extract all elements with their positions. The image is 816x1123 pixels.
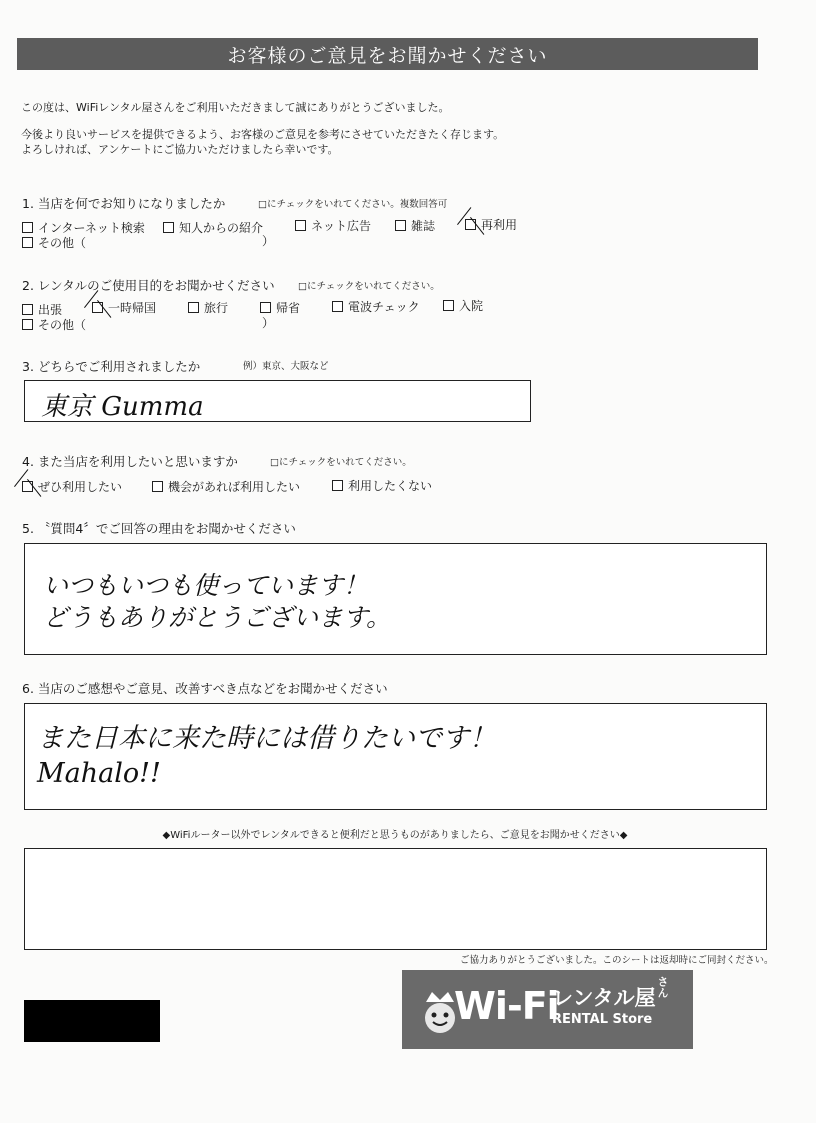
q1-option-internet[interactable]: インターネット検索 [22,219,145,236]
q2-option-travel[interactable]: 旅行 [188,299,228,316]
page-title: お客様のご意見をお聞かせください [227,44,548,67]
checkbox-icon[interactable] [188,302,199,313]
intro-line-2: 今後より良いサービスを提供できるよう、お客様のご意見を参考にさせていただきたく存じます。 [21,128,505,141]
q6-answer-box[interactable] [24,703,767,810]
q1-option-magazine[interactable]: 雑誌 [395,217,435,234]
q5-answer-line-2: どうもありがとうございます。 [43,603,392,632]
q1-option-reuse[interactable]: 再利用 [465,216,517,233]
q2-option-signal-check[interactable]: 電波チェック [332,298,420,315]
footer-thanks: ご協力ありがとうございました。このシートは返却時にご同封ください。 [460,955,774,966]
q1-other-close: ） [262,234,275,248]
q4-option-no[interactable]: 利用したくない [332,477,432,494]
q4-option-definitely[interactable]: ぜひ利用したい [22,478,122,495]
logo-jp-text: レンタル屋 [552,986,656,1010]
q4-title: 4. また当店を利用したいと思いますか [22,454,238,469]
q2-option-temp-return[interactable]: 一時帰国 [92,299,156,316]
q4-option-if-chance[interactable]: 機会があれば利用したい [152,478,300,495]
q1-option-other[interactable]: その他（ [22,234,86,251]
wifi-rental-store-logo [402,970,693,1049]
q6-answer-line-1: また日本に来た時には借りたいです！ [37,723,496,754]
redacted-block [24,1000,160,1042]
intro-line-1: この度は、WiFiレンタル屋さんをご利用いただきまして誠にありがとうございました。 [21,101,450,114]
intro-line-3: よろしければ、アンケートにご協力いただけましたら幸いです。 [21,143,339,156]
checkbox-icon[interactable] [152,481,163,492]
checked-checkbox-icon[interactable] [465,219,476,230]
logo-en-text: RENTAL Store [552,1012,653,1027]
q1-note: □にチェックをいれてください。複数回答可 [258,199,448,210]
q6-title: 6. 当店のご感想やご意見、改善すべき点などをお聞かせください [22,681,388,696]
q2-note: □にチェックをいれてください。 [298,281,440,292]
q1-option-net-ad[interactable]: ネット広告 [295,217,371,234]
q3-answer-text: 東京 Gumma [41,392,204,422]
checkbox-icon[interactable] [22,319,33,330]
q2-title: 2. レンタルのご使用目的をお聞かせください [22,278,275,293]
q7-title: ◆WiFiルーター以外でレンタルできると便利だと思うものがありましたら、ご意見をお聞かせください◆ [162,830,628,841]
q7-answer-box[interactable] [24,848,767,950]
q2-other-close: ） [262,316,275,330]
q5-answer-box[interactable] [24,543,767,655]
q2-option-hospital[interactable]: 入院 [443,297,483,314]
q4-note: □にチェックをいれてください。 [270,457,412,468]
checked-checkbox-icon[interactable] [22,481,33,492]
checkbox-icon[interactable] [443,300,454,311]
checkbox-icon[interactable] [332,301,343,312]
survey-header [17,38,758,70]
q3-title: 3. どちらでご利用されましたか [22,359,201,374]
checkbox-icon[interactable] [22,222,33,233]
q3-note: 例）東京、大阪など [243,361,329,372]
checkbox-icon[interactable] [22,237,33,248]
checkbox-icon[interactable] [332,480,343,491]
logo-wifi-text: Wi-Fi [454,984,559,1028]
checkbox-icon[interactable] [163,222,174,233]
checkbox-icon[interactable] [260,302,271,313]
checkbox-icon[interactable] [395,220,406,231]
q5-answer-line-1: いつもいつも使っています！ [43,571,369,600]
q2-option-other[interactable]: その他（ [22,316,86,333]
q2-option-business[interactable]: 出張 [22,301,62,318]
checkbox-icon[interactable] [295,220,306,231]
q5-title: 5. 〝質問4〞でご回答の理由をお聞かせください [22,521,296,536]
q6-answer-line-2: Mahalo!! [37,758,161,789]
q3-answer-box[interactable] [24,380,531,422]
checked-checkbox-icon[interactable] [92,302,103,313]
checkbox-icon[interactable] [22,304,33,315]
q1-option-referral[interactable]: 知人からの紹介 [163,219,263,236]
logo-san-text: さん [656,976,669,998]
q2-option-homecoming[interactable]: 帰省 [260,299,300,316]
q1-title: 1. 当店を何でお知りになりましたか [22,196,226,211]
